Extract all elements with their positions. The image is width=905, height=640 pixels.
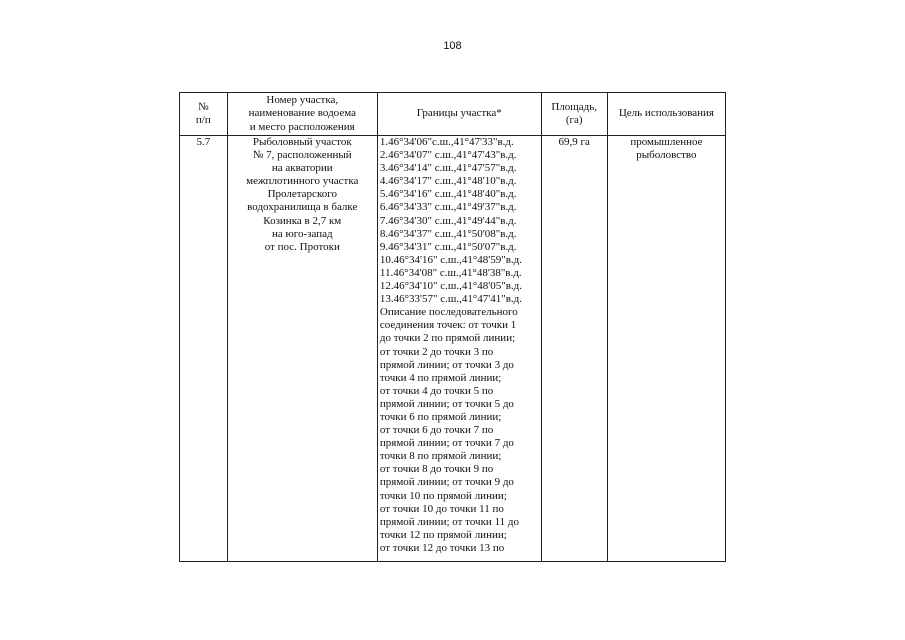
boundary-line: от точки 2 до точки 3 по	[379, 345, 494, 358]
boundary-line: соединения точек: от точки 1	[379, 319, 517, 332]
boundary-line: 9.46°34'31" с.ш.,41°50'07"в.д.	[379, 240, 517, 253]
boundary-line: точки 10 по прямой линии;	[379, 489, 507, 502]
boundary-line: 12.46°34'10" с.ш.,41°48'05"в.д.	[379, 280, 523, 293]
boundary-line: точки 8 по прямой линии;	[379, 450, 502, 463]
boundary-line: от точки 12 до точки 13 по	[379, 541, 505, 554]
purpose-line: промышленное	[630, 136, 703, 148]
boundary-line: до точки 2 по прямой линии;	[379, 332, 516, 345]
boundary-line: 10.46°34'16" с.ш.,41°48'59"в.д.	[379, 253, 523, 266]
boundary-line: Описание последовательного	[379, 306, 518, 319]
row-area: 69,9 га	[541, 136, 607, 562]
boundary-line: 4.46°34'17" с.ш.,41°48'10"в.д.	[379, 175, 517, 188]
boundary-line: 3.46°34'14" с.ш.,41°47'57"в.д.	[379, 162, 517, 175]
boundary-line: от точки 4 до точки 5 по	[379, 384, 494, 397]
boundary-line: точки 12 по прямой линии;	[379, 528, 507, 541]
name-line: межплотинного участка	[246, 175, 359, 188]
boundary-line: 1.46°34'06"с.ш.,41°47'33"в.д.	[379, 136, 514, 148]
row-purpose-lines	[610, 136, 723, 162]
boundary-line: 6.46°34'33" с.ш.,41°49'37"в.д.	[379, 201, 517, 214]
table-row	[180, 136, 726, 562]
row-name-lines	[230, 136, 375, 254]
row-boundaries	[377, 136, 541, 562]
purpose-line: рыболовство	[636, 149, 697, 162]
boundary-line: прямой линии; от точки 7 до	[379, 437, 514, 450]
fishing-area-table	[179, 92, 726, 562]
name-line: Рыболовный участок	[252, 136, 352, 148]
page-number: 108	[443, 40, 462, 52]
header-boundaries: Границы участка*	[377, 93, 541, 136]
boundary-line: точки 6 по прямой линии;	[379, 410, 502, 423]
boundary-line: прямой линии; от точки 9 до	[379, 476, 514, 489]
name-line: от пос. Протоки	[264, 240, 340, 253]
row-name	[227, 136, 377, 562]
row-boundary-lines	[380, 136, 539, 555]
boundary-line: прямой линии; от точки 5 до	[379, 397, 514, 410]
row-purpose	[607, 136, 725, 562]
boundary-line: прямой линии; от точки 11 до	[379, 515, 520, 528]
name-line: на акватории	[271, 162, 333, 175]
boundary-line: прямой линии; от точки 3 до	[379, 358, 514, 371]
name-line: Козинка в 2,7 км	[263, 214, 342, 227]
table-header-row	[180, 93, 726, 136]
header-name: Номер участка, наименование водоема и место расположения	[227, 93, 377, 136]
boundary-line: от точки 10 до точки 11 по	[379, 502, 504, 515]
boundary-line: 11.46°34'08" с.ш.,41°48'38"в.д.	[379, 266, 522, 279]
boundary-line: 7.46°34'30" с.ш.,41°49'44"в.д.	[379, 214, 517, 227]
boundary-line: от точки 6 до точки 7 по	[379, 424, 494, 437]
name-line: Пролетарского	[267, 188, 337, 201]
boundary-line: точки 4 по прямой линии;	[379, 371, 502, 384]
boundary-line: 5.46°34'16" с.ш.,41°48'40"в.д.	[379, 188, 517, 201]
boundary-line: 13.46°33'57" с.ш.,41°47'41"в.д.	[379, 293, 523, 306]
name-line: на юго-запад	[271, 227, 333, 240]
name-line: водохранилища в балке	[247, 201, 358, 214]
header-area: Площадь, (га)	[541, 93, 607, 136]
boundary-line: 2.46°34'07" с.ш.,41°47'43"в.д.	[379, 149, 517, 162]
name-line: № 7, расположенный	[252, 149, 352, 162]
row-number: 5.7	[180, 136, 228, 562]
boundary-line: от точки 8 до точки 9 по	[379, 463, 494, 476]
boundary-line: 8.46°34'37" с.ш.,41°50'08"в.д.	[379, 227, 517, 240]
header-number: № п/п	[180, 93, 228, 136]
header-purpose: Цель использования	[607, 93, 725, 136]
